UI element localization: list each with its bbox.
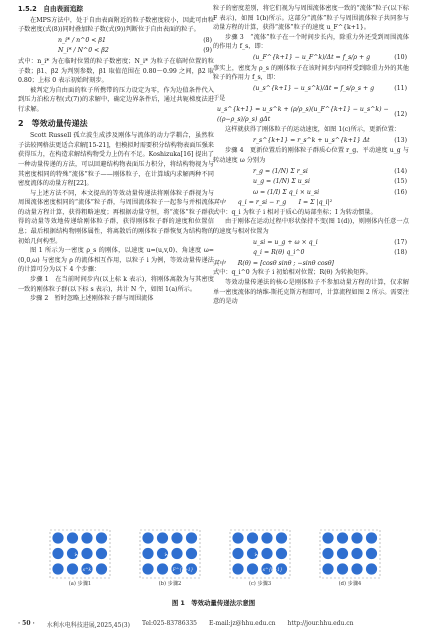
particle-dot xyxy=(322,563,333,574)
equation-12 xyxy=(213,105,409,124)
particle-label: i xyxy=(74,552,77,558)
particle-dot xyxy=(232,532,243,543)
left-column xyxy=(18,4,214,304)
right-column xyxy=(213,4,409,307)
paragraph: 图 1 所示为一密度 ρ_s 的刚体，以速度 u=(u,v,0)、角速度 ω=(0,0,ω) 与密度为 ρ 的流体相互作用，以粒子 i 为例，等效动量传递法的计算可分为以下 4 个步骤： xyxy=(18,247,214,274)
subsection-heading: 1.5.2 自由表面追踪 xyxy=(18,5,83,13)
particle-dot xyxy=(157,532,168,543)
section-heading: 2 等效动量传递法 xyxy=(18,118,88,128)
figure-panel-a xyxy=(48,528,112,580)
particle-dot xyxy=(52,563,63,574)
paragraph: 这样就获得了刚体粒子的运动速度，如图 1(c)所示，更新位置： xyxy=(225,126,401,134)
page-footer xyxy=(18,620,408,629)
paragraph: 式中：n_i* 为在临时位置的粒子数密度；N_i* 为粒子在临时位置的粒子数；β1、β2 为判别参数，β1 取值范围在 0.80～0.99 之间，β2 取 0.80；上标 0 表示初始时刻步。 xyxy=(18,57,214,85)
particle-dot xyxy=(261,548,272,559)
figure-panel-d xyxy=(318,528,382,580)
velocity-label: u_F^{k+1} xyxy=(168,567,194,572)
particle-dot xyxy=(96,563,107,574)
particle-dot xyxy=(351,548,362,559)
particle-dot xyxy=(67,563,78,574)
equation-number: (10) xyxy=(394,53,407,61)
equation-where: 其中 R(θ) = [cosθ sinθ ; −sinθ cosθ] xyxy=(213,259,334,267)
equation-number: (18) xyxy=(394,249,407,257)
equation-15 xyxy=(213,177,409,187)
equation-16 xyxy=(213,188,409,198)
particle-dot xyxy=(52,532,63,543)
particle-dot xyxy=(81,548,92,559)
page-number: · 50 · xyxy=(18,620,35,627)
equation-body: u_si = u_g + ω × q_i xyxy=(253,238,318,246)
paragraph: 被判定为自由面的粒子所携带的压力设定为零，作为边值条件代入到压力泊松方程(式(7))的求解中，确定边界条件后，通过共轭梯度法进行求解。 xyxy=(18,86,214,113)
paragraph: 粒子的密度差别，将它们视为与周围流体密度一致的“流体”粒子(以下标 F 表示)，如图 1(b)所示。这部分“流体”粒子与周围流体粒子共同参与动量方程的计算，获得“流体”粒子的速度 u_F^{k+1}。 xyxy=(213,5,409,32)
equation-number: (15) xyxy=(394,178,407,186)
particle-dot xyxy=(366,532,377,543)
particle-dot xyxy=(142,548,153,559)
panel-label: (c) 步骤3 xyxy=(248,581,272,587)
paragraph: Scott Russell 孤立波生成涉及刚体与流体的动力学耦合，虽然粒子法较网格法更适合求解[15-21]，但模拟时需要积分结构物表面压强来获得压力，在构造求解结构物受力上仍有不足。Koshizuka[16] 提出了一种动量传递的方法，可以回避结构物表面压力积分，将结构物视为与其密度相同的特殊“流体”粒子——刚体粒子，在计算域内求解两种不同密度流体的动量方程[22]。 xyxy=(18,132,214,188)
paragraph: 由于刚体在运动过程中形状保持不变(图 1(d))，则刚体内任意一点的速度与相对位置为 xyxy=(213,218,409,236)
equation-number: (14) xyxy=(394,167,407,175)
panel-label: (d) 步骤4 xyxy=(338,581,362,587)
paragraph: 于是 xyxy=(213,95,226,103)
paragraph: 式中：q_i^0 为粒子 i 初始相对位置；R(θ) 为转换矩阵。 xyxy=(213,269,372,277)
paragraph: 步骤 2 暂时忽略上述刚体粒子群与周围流体 xyxy=(30,295,154,303)
particle-dot xyxy=(142,563,153,574)
particle-dot xyxy=(186,548,197,559)
equation-body: ω = (1/I) Σ q_i × u_si xyxy=(253,188,320,196)
equation-10 xyxy=(213,53,409,63)
equation-13 xyxy=(213,136,409,146)
particle-dot xyxy=(171,532,182,543)
website: http://jour.hhu.edu.cn xyxy=(287,620,354,627)
figure-1 xyxy=(18,528,408,586)
equation-number: (8) xyxy=(203,36,212,44)
particle-dot xyxy=(276,532,287,543)
particle-dot xyxy=(157,548,168,559)
equation-body: r_g = (1/N) Σ r_si xyxy=(253,167,308,175)
particle-dot xyxy=(52,548,63,559)
equation-body: u_g = (1/N) Σ u_si xyxy=(253,178,310,186)
particle-grid-diagram xyxy=(138,528,202,580)
paragraph: 步骤 3 “流体”粒子在一个时间步长内，除重力外还受到周围流体的作用力 f_s，即： xyxy=(213,33,409,51)
particle-grid-diagram xyxy=(318,528,382,580)
equation-number: (11) xyxy=(394,84,407,92)
paragraph: 在MPS方法中，处于自由表面附近的粒子数密度较小，因此可由粒子数密度(式(8))同时叠加粒子数(式(9))判断位于自由表面的粒子。 xyxy=(18,16,214,34)
figure-panel-c xyxy=(228,528,292,580)
equation-body: u_s^{k+1} = u_s^k + (ρ/ρ_s)(u_F^{k+1} − u_s^k) − ((ρ−ρ_s)/ρ_s) gΔt xyxy=(217,105,389,123)
particle-dot xyxy=(247,548,258,559)
equation-body: N_i* / N^0 < β2 xyxy=(58,47,109,55)
paragraph: 式中：q_i 为粒子 i 相对于质心的局部坐标；I 为转动惯量。 xyxy=(213,208,377,216)
particle-dot xyxy=(322,532,333,543)
equation-body: (u_F^{k+1} − u_F^k)/Δt = f_s/ρ + g xyxy=(253,53,371,61)
equation-14 xyxy=(213,167,409,177)
equation-9 xyxy=(18,46,214,56)
particle-dot xyxy=(247,563,258,574)
panel-label: (b) 步骤2 xyxy=(158,581,182,587)
panel-label: (a) 步骤1 xyxy=(68,581,92,587)
equation-where: 其中 q_i = r_si − r_g I = Σ |q_i|² xyxy=(213,199,333,207)
equation-number: (16) xyxy=(394,188,407,196)
equation-number: (9) xyxy=(203,47,212,55)
equation-number: (13) xyxy=(394,136,407,144)
particle-dot xyxy=(351,563,362,574)
figure-panel-b xyxy=(138,528,202,580)
particle-dot xyxy=(322,548,333,559)
paragraph: 步骤 4 更新位置后的刚体粒子群质心位置 r_g、平动速度 u_g 与转动速度 ω 分别为 xyxy=(213,147,409,164)
particle-label: i xyxy=(254,552,257,558)
particle-dot xyxy=(276,548,287,559)
particle-dot xyxy=(247,532,258,543)
particle-dot xyxy=(351,532,362,543)
equation-body: (u_s^{k+1} − u_s^k)/Δt = f_s/ρ_s + g xyxy=(253,84,375,92)
particle-dot xyxy=(337,532,348,543)
paragraph: 等效动量传递法的核心是刚体粒子不参加动量方程的计算，仅求解单一密度流体的纳维-斯托克斯方程即可，计算流程如图 2 所示。需要注意的是动 xyxy=(213,279,409,306)
equation-8 xyxy=(18,36,214,46)
particle-dot xyxy=(96,548,107,559)
equation-number: (12) xyxy=(394,110,407,118)
particle-dot xyxy=(67,532,78,543)
particle-dot xyxy=(366,548,377,559)
particle-dot xyxy=(232,563,243,574)
equation-number: (17) xyxy=(394,238,407,246)
equation-11 xyxy=(213,84,409,94)
particle-dot xyxy=(337,563,348,574)
particle-label: i xyxy=(164,552,167,558)
equation-body: r_s^{k+1} = r_s^k + u_s^{k+1} Δt xyxy=(253,136,370,144)
particle-grid-diagram xyxy=(228,528,292,580)
telephone: Tel:025-83786335 xyxy=(141,620,197,627)
particle-dot xyxy=(157,563,168,574)
particle-grid-diagram xyxy=(48,528,112,580)
equation-17 xyxy=(213,238,409,248)
particle-dot xyxy=(232,548,243,559)
paragraph: 事实上，密度为 ρ_s 的刚体粒子在该时间步内同样受到除重力外的其他粒子的作用力 f_s，即： xyxy=(213,64,409,82)
paragraph: 与上述方法不同，本文提出的等效动量传递法将刚体粒子群视为与周围流体密度相同的“流体”粒子群，与周围流体粒子一起参与并相流体的动量方程计算，获得粗略速度；再根据动量守恒，将“流体”粒子群获得的动量等效地传递给刚体粒子群，获得刚体粒子群的速度和位置信息；最后根据结构物刚体属性，将离散后的刚体粒子群恢复为结构物的初始几何构型。 xyxy=(18,189,214,245)
particle-dot xyxy=(337,548,348,559)
particle-dot xyxy=(96,532,107,543)
particle-dot xyxy=(261,532,272,543)
journal-name: 水利水电科技进展,2025,45(3) xyxy=(46,622,130,629)
velocity-label: u_s^k xyxy=(78,567,91,572)
particle-dot xyxy=(81,532,92,543)
particle-dot xyxy=(171,548,182,559)
equation-body: n_i* / n^0 < β1 xyxy=(58,36,106,44)
paragraph: 步骤 1 在当前时间步内(以上标 k 表示)，将刚体离散为与其密度一致的刚体粒子群(以下标 s 表示)，共计 N 个，如图 1(a)所示。 xyxy=(18,276,214,293)
figure-caption: 图 1 等效动量传递法示意图 xyxy=(171,599,256,607)
velocity-label: u_s^{k+1} xyxy=(258,567,283,572)
particle-dot xyxy=(366,563,377,574)
email: E-mail:jz@hhu.edu.cn xyxy=(208,620,276,627)
equation-18 xyxy=(213,248,409,258)
particle-dot xyxy=(142,532,153,543)
particle-dot xyxy=(186,532,197,543)
particle-dot xyxy=(67,548,78,559)
equation-body: q_i = R(θ) q_i^0 xyxy=(253,249,305,257)
